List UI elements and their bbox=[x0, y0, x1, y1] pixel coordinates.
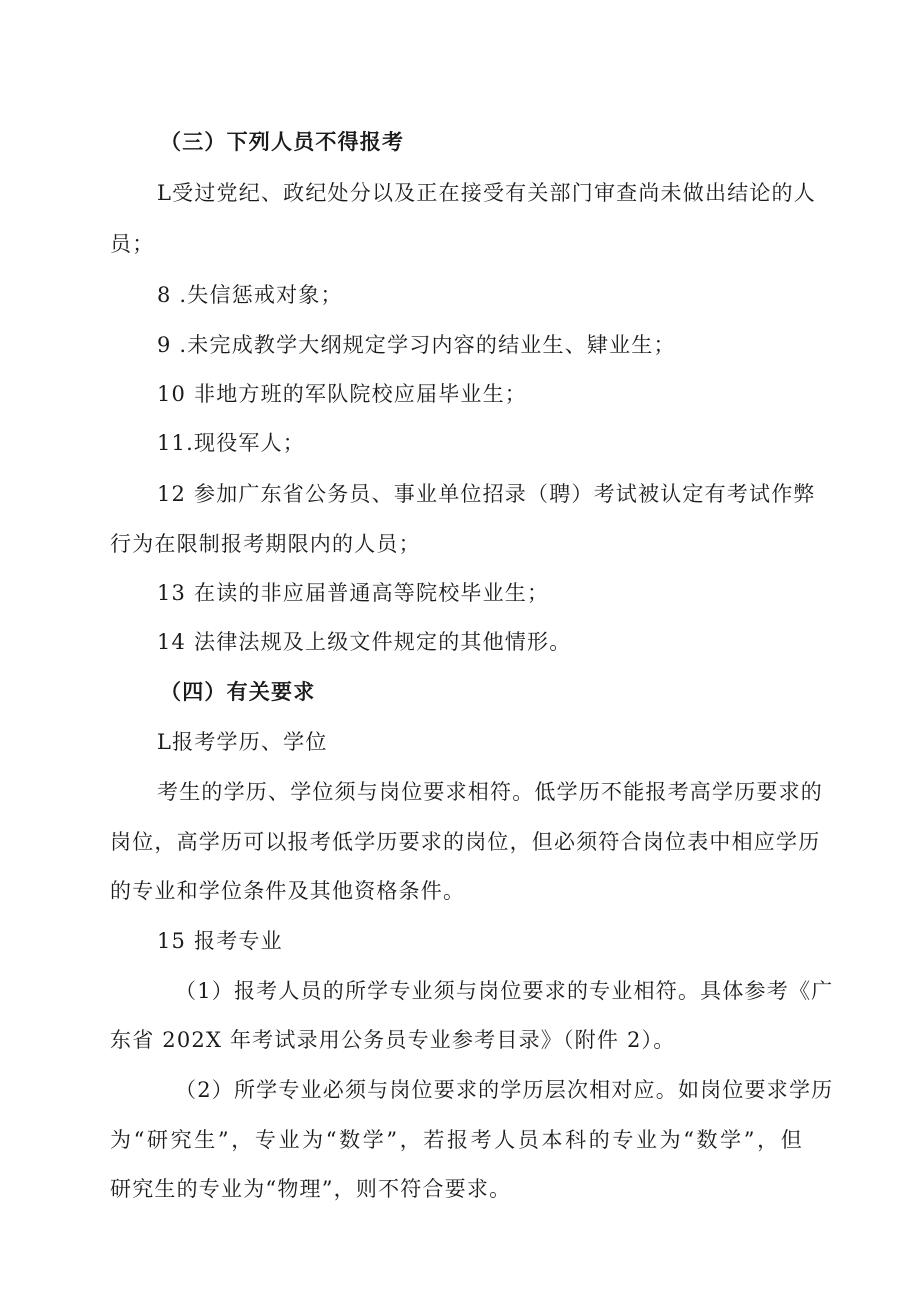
paragraph-major-1-line-2: 东省 202X 年考试录用公务员专业参考目录》（附件 2）。 bbox=[110, 1028, 676, 1052]
paragraph-education-line-2: 岗位，高学历可以报考低学历要求的岗位，但必须符合岗位表中相应学历 bbox=[110, 830, 821, 854]
list-item-10: 10 非地方班的军队院校应届毕业生； bbox=[157, 382, 527, 406]
paragraph-education-line-3: 的专业和学位条件及其他资格条件。 bbox=[110, 879, 466, 903]
paragraph-major-2-line-3: 研究生的专业为“物理”，则不符合要求。 bbox=[110, 1177, 512, 1201]
subheading-major: 15 报考专业 bbox=[157, 929, 283, 953]
paragraph-item-1-line-1: L受过党纪、政纪处分以及正在接受有关部门审查尚未做出结论的人 bbox=[157, 181, 816, 205]
list-item-13: 13 在读的非应届普通高等院校毕业生； bbox=[157, 581, 550, 605]
list-item-12-line-1: 12 参加广东省公务员、事业单位招录（聘）考试被认定有考试作弊 bbox=[157, 482, 816, 506]
paragraph-education-line-1: 考生的学历、学位须与岗位要求相符。低学历不能报考高学历要求的 bbox=[157, 780, 823, 804]
list-item-11: 11.现役军人； bbox=[157, 431, 305, 455]
paragraph-major-2-line-1: （2）所学专业必须与岗位要求的学历层次相对应。如岗位要求学历 bbox=[175, 1078, 834, 1102]
list-item-12-line-2: 行为在限制报考期限内的人员； bbox=[110, 532, 421, 556]
section-heading-4: （四）有关要求 bbox=[160, 679, 316, 704]
list-item-9: 9 .未完成教学大纲规定学习内容的结业生、肄业生； bbox=[157, 333, 676, 357]
list-item-14: 14 法律法规及上级文件规定的其他情形。 bbox=[157, 630, 572, 654]
paragraph-major-1-line-1: （1）报考人员的所学专业须与岗位要求的专业相符。具体参考《广 bbox=[175, 979, 834, 1003]
paragraph-major-2-line-2: 为“研究生”，专业为“数学”，若报考人员本科的专业为“数学”，但 bbox=[110, 1128, 803, 1152]
section-heading-3: （三）下列人员不得报考 bbox=[160, 129, 405, 154]
paragraph-item-1-line-2: 员； bbox=[110, 232, 155, 256]
list-item-8: 8 .失信惩戒对象； bbox=[157, 283, 343, 307]
subheading-education: L报考学历、学位 bbox=[157, 730, 328, 754]
